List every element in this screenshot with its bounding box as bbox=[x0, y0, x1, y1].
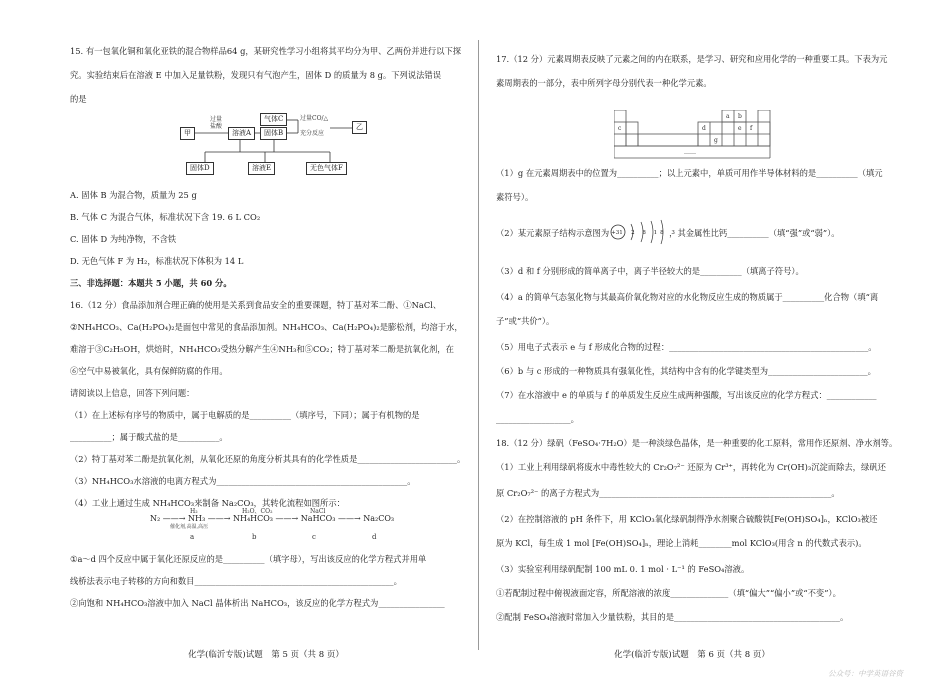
box-solid-d: 固体D bbox=[186, 162, 214, 175]
q16-line1: 16.（12 分）食品添加剂合理正确的使用是关系到食品安全的重要课题，特丁基对苯二酚、①NaCl、 bbox=[70, 300, 442, 310]
q17-sub2 bbox=[496, 226, 888, 241]
q17-sub4b: 子”或“共价”）。 bbox=[496, 316, 555, 326]
q15-option-d: D. 无色气体 F 为 H₂，标准状况下体积为 14 L bbox=[70, 256, 244, 266]
elem-c: c bbox=[618, 125, 622, 132]
nucleus-charge: +31 bbox=[611, 229, 623, 236]
watermark: 公众号：中学英语谷资 bbox=[828, 669, 903, 678]
q16-sub4a-line2: 线桥法表示电子转移的方向和数目________________________________________________。 bbox=[70, 576, 402, 586]
q17-sub3: （3）d 和 f 分别形成的简单离子中，离子半径较大的是__________（填离子符号）。 bbox=[496, 266, 804, 276]
q18-sub1a: （1）工业上利用绿矾将废水中毒性较大的 Cr₂O₇²⁻ 还原为 Cr³⁺，再转化为 Cr(OH)₃沉淀而除去，绿矾还 bbox=[496, 462, 886, 472]
q16-sub1a: （1）在上述标有序号的物质中，属于电解质的是__________（填序号，下同）；属于有机物的是 bbox=[70, 410, 420, 420]
elem-b: b bbox=[738, 113, 742, 120]
box-gas-c: 气体C bbox=[260, 113, 287, 126]
q18-sub3a: ①若配制过程中俯视液面定容，所配溶液的浓度______________（填“偏大”“偏小”或“不变”）。 bbox=[496, 588, 841, 598]
box-jia: 甲 bbox=[180, 127, 195, 140]
q16-sub4a-line1: ①a～d 四个反应中属于氧化还原反应的是__________（填字母），写出该反应的化学方程式并用单 bbox=[70, 554, 427, 564]
label-c: c bbox=[312, 533, 316, 541]
acid-label2: 盐酸 bbox=[210, 123, 223, 130]
q17-line1: 17.（12 分）元素周期表反映了元素之间的内在联系，是学习、研究和应用化学的一种重要工具。下表为元 bbox=[496, 54, 888, 64]
q17-line2: 素周期表的一部分，表中所列字母分别代表一种化学元素。 bbox=[496, 78, 712, 88]
q18-line1: 18.（12 分）绿矾（FeSO₄·7H₂O）是一种淡绿色晶体，是一种重要的化工原料，常用作还原剂、净水剂等。 bbox=[496, 438, 898, 448]
q16-sub4b: ②向饱和 NH₄HCO₃溶液中加入 NaCl 晶体析出 NaHCO₃，该反应的化学方程式为________________ bbox=[70, 598, 445, 608]
q15-line2: 究。实验结束后在溶液 E 中加入足量铁粉，发现只有气泡产生，固体 D 的质量为 8 g。下列说法错误 bbox=[70, 70, 442, 80]
table-ellipsis: …… bbox=[684, 149, 696, 156]
periodic-table-fragment bbox=[614, 110, 774, 160]
q15-option-b: B. 气体 C 为混合气体，标准状况下含 19. 6 L CO₂ bbox=[70, 212, 261, 222]
q18-sub3b: ②配制 FeSO₄溶液时常加入少量铁粉，其目的是________________________________________。 bbox=[496, 612, 849, 622]
left-page bbox=[70, 0, 466, 688]
footer-page5: 化学(临沂专版)试题 第 5 页（共 8 页） bbox=[188, 650, 344, 660]
elem-a: a bbox=[726, 113, 730, 120]
acid-label: 过量 bbox=[210, 116, 223, 123]
page-divider bbox=[478, 40, 479, 650]
q15-line3: 的是 bbox=[70, 94, 87, 104]
q16-line3: 难溶于③C₂H₅OH，烘焙时，NH₄HCO₃受热分解产生④NH₃和⑤CO₂；特丁基对苯二酚是抗氧化剂，在 bbox=[70, 344, 454, 354]
q17-sub7b: __________________。 bbox=[496, 414, 579, 424]
elem-f: f bbox=[750, 125, 753, 132]
q17-sub4a: （4）a 的简单气态氢化物与其最高价氧化物对应的水化物反应生成的物质属于__________化合物（填“离 bbox=[496, 292, 879, 302]
elem-e: e bbox=[738, 125, 742, 132]
condition-label: 催化剂,高温,高压 bbox=[170, 524, 209, 530]
box-solution-e: 溶液E bbox=[248, 162, 275, 175]
q16-sub2: （2）特丁基对苯二酚是抗氧化剂，从氧化还原的角度分析其具有的化学性质是________________________。 bbox=[70, 454, 466, 464]
chain-equation: N₂ ——→ NH₃ ——→ NH₄HCO₃ ——→ NaHCO₃ ——→ Na₂CO₃ bbox=[150, 514, 395, 523]
q17-sub1b: 素符号）。 bbox=[496, 192, 534, 202]
q15-line1: 15. 有一包氧化铜和氧化亚铁的混合物样品64 g，某研究性学习小组将其平均分为甲、乙两份并进行以下探 bbox=[70, 46, 462, 56]
right-page bbox=[496, 0, 898, 688]
label-a: a bbox=[190, 533, 195, 541]
q17-sub5: （5）用电子式表示 e 与 f 形成化合物的过程：________________________________________________。 bbox=[496, 342, 877, 352]
q15-flow-diagram bbox=[180, 112, 380, 180]
q17-sub7a: （7）在水溶液中 e 的单质与 f 的单质发生反应生成两种强酸，写出该反应的化学方程式：____________ bbox=[496, 390, 877, 400]
q15-option-a: A. 固体 B 为混合物，质量为 25 g bbox=[70, 190, 197, 200]
h2-label: H₂ bbox=[190, 508, 198, 515]
footer-page6: 化学(临沂专版)试题 第 6 页（共 8 页） bbox=[614, 650, 770, 660]
elem-d: d bbox=[702, 125, 706, 132]
q16-sub4: （4）工业上通过生成 NH₄HCO₃来制备 Na₂CO₃，其转化流程如图所示： bbox=[70, 498, 345, 508]
shell-electrons: 2 8 18 3 bbox=[631, 229, 678, 236]
box-solution-a: 溶液A bbox=[228, 127, 255, 140]
q17-sub6: （6）b 与 c 形成的一种物质具有强氧化性，其结构中含有的化学键类型为________________________。 bbox=[496, 366, 876, 376]
section-3-heading: 三、非选择题：本题共 5 小题，共 60 分。 bbox=[70, 278, 232, 288]
label-b: b bbox=[252, 533, 257, 541]
q18-sub1b: 原 Cr₂O₇²⁻ 的离子方程式为________________________________________________________。 bbox=[496, 488, 840, 498]
q18-sub2a: （2）在控制溶液的 pH 条件下，用 KClO₃氧化绿矾制得净水剂聚合硫酸铁[Fe(OH)SO₄]ₙ，KClO₃被还 bbox=[496, 514, 878, 524]
q15-option-c: C. 固体 D 为纯净物，不含铁 bbox=[70, 234, 177, 244]
q18-sub3: （3）实验室利用绿矾配制 100 mL 0. 1 mol · L⁻¹ 的 FeSO₄溶液。 bbox=[496, 564, 750, 574]
elem-g: g bbox=[714, 137, 718, 144]
box-gas-f: 无色气体F bbox=[306, 162, 347, 175]
q17-sub2-suffix: ，其金属性比钙__________（填“强”或“弱”）。 bbox=[669, 228, 840, 238]
q18-sub2b: 原为 KCl，每生成 1 mol [Fe(OH)SO₄]ₙ，理论上消耗________mol KClO₃(用含 n 的代数式表示)。 bbox=[496, 538, 867, 548]
box-yi: 乙 bbox=[352, 121, 367, 134]
q16-line4: ⑥空气中易被氧化，具有保鲜防腐的作用。 bbox=[70, 366, 228, 376]
q17-sub2-prefix: （2）某元素原子结构示意图为 bbox=[496, 228, 610, 238]
react-label: 充分反应 bbox=[300, 130, 325, 137]
box-solid-b: 固体B bbox=[260, 127, 287, 140]
co-label: 过量CO/△ bbox=[300, 115, 329, 122]
q17-sub1a: （1）g 在元素周期表中的位置为__________；以上元素中，单质可用作半导体材料的是__________（填元 bbox=[496, 168, 883, 178]
q16-line5: 请阅读以上信息，回答下列问题： bbox=[70, 388, 195, 398]
label-d: d bbox=[372, 533, 377, 541]
q16-line2: ②NH₄HCO₃、Ca(H₂PO₄)₂是面包中常见的食品添加剂。NH₄HCO₃、Ca(H₂PO₄)₂是膨松剂，均溶于水， bbox=[70, 322, 463, 332]
nacl-label: NaCl bbox=[310, 508, 326, 515]
q16-sub3: （3）NH₄HCO₃水溶液的电离方程式为______________________________________________。 bbox=[70, 476, 416, 486]
h2o-co2-label: H₂O、CO₂ bbox=[242, 508, 273, 515]
atom-structure-diagram bbox=[609, 227, 678, 241]
q16-sub1b: __________；属于酸式盐的是__________。 bbox=[70, 432, 228, 442]
conversion-chain bbox=[150, 508, 410, 548]
